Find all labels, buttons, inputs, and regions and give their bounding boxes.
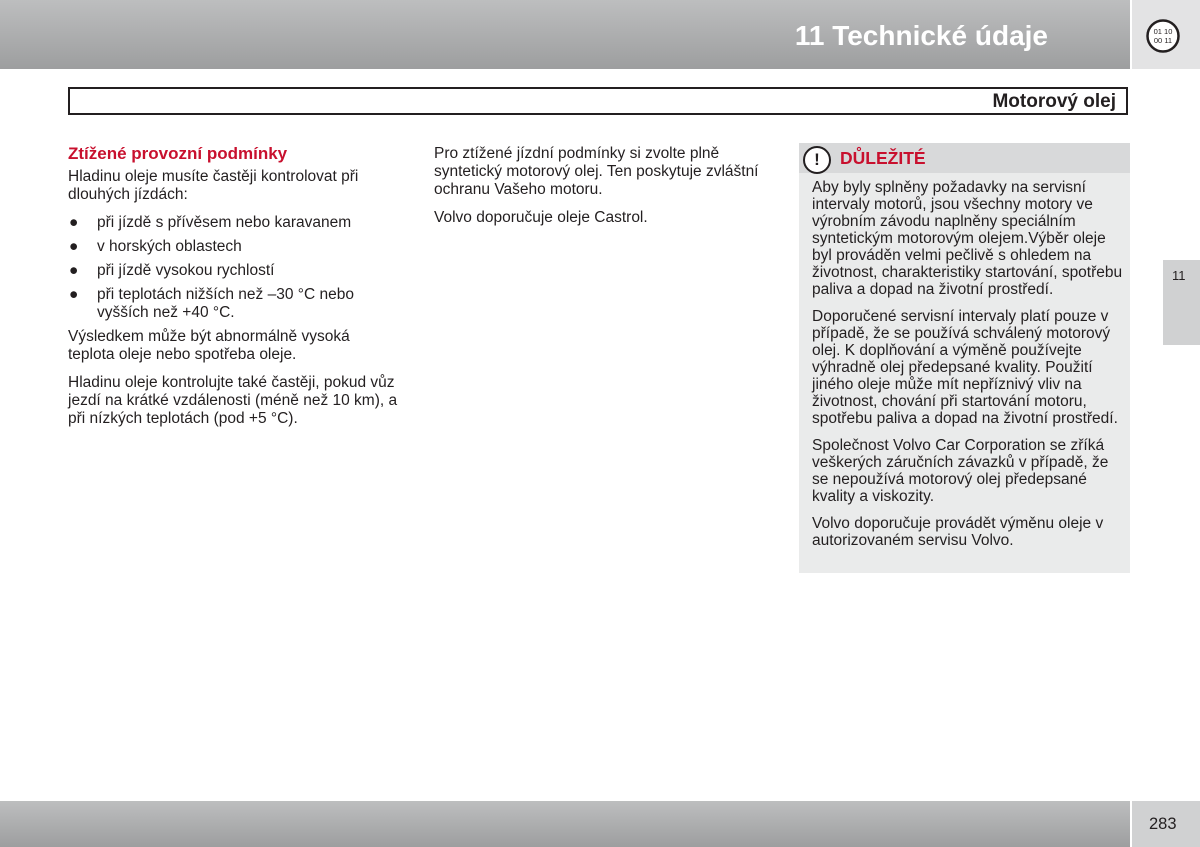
side-tab-label: 11 xyxy=(1172,268,1186,283)
page-number: 283 xyxy=(1149,815,1177,833)
important-paragraph: Volvo doporučuje provádět výměnu oleje v autorizovaném servisu Volvo. xyxy=(812,515,1104,549)
list-item-text: při jízdě s přívěsem nebo karavanem xyxy=(97,214,352,231)
gauge-icon xyxy=(1146,19,1180,53)
important-paragraph: Společnost Volvo Car Corporation se zříká veškerých záručních závazků v případě, že se nepoužívá motorový olej předepsané kvality a viskozity. xyxy=(812,437,1109,505)
gauge-icon-text-bottom: 00 11 xyxy=(1153,36,1173,45)
list-item-text: při teplotách nižších než –30 °C nebo vyšších než +40 °C. xyxy=(97,286,354,321)
paragraph: Hladinu oleje kontrolujte také častěji, pokud vůz jezdí na krátké vzdálenosti (méně než 10 km), a při nízkých teplotách (pod +5 °C). xyxy=(68,374,398,427)
important-body xyxy=(812,179,1124,559)
paragraph: Volvo doporučuje oleje Castrol. xyxy=(434,209,648,226)
bullet-icon: ● xyxy=(69,238,79,255)
list-item xyxy=(68,214,398,232)
paragraph: Pro ztížené jízdní podmínky si zvolte plně syntetický motorový olej. Ten poskytuje zvláštní ochranu Vašeho motoru. xyxy=(434,145,759,198)
conditions-list xyxy=(68,214,398,322)
gauge-icon-text-top: 01 10 xyxy=(1153,27,1173,36)
exclamation-icon: ! xyxy=(803,146,831,174)
section-title-box xyxy=(68,87,1128,115)
list-item-text: v horských oblastech xyxy=(97,238,242,255)
important-paragraph: Aby byly splněny požadavky na servisní intervaly motorů, jsou všechny motory ve výrobním závodu naplněny speciálním syntetickým motorovým olejem.Výběr oleje byl prováděn velmi pečlivě s ohledem na životnost, charakteristiky startování, spotřebu paliva a dopad na životní prostředí. xyxy=(812,179,1123,298)
bullet-icon: ● xyxy=(69,214,79,231)
list-item xyxy=(68,262,398,280)
list-item-text: při jízdě vysokou rychlostí xyxy=(97,262,275,279)
important-paragraph: Doporučené servisní intervaly platí pouze v případě, že se používá schválený motorový olej. K doplňování a výměně používejte výhradně olej předepsané kvality. Použití jiného oleje může mít nepříznivý vliv na životnost, chování při startování motoru, spotřebu paliva a dopad na životní prostředí. xyxy=(812,308,1118,427)
section-title: Motorový olej xyxy=(992,91,1116,112)
list-item xyxy=(68,238,398,256)
left-column xyxy=(68,145,398,438)
header-bar xyxy=(0,0,1130,69)
subheading: Ztížené provozní podmínky xyxy=(68,144,288,163)
bullet-icon: ● xyxy=(69,286,79,303)
important-title: DŮLEŽITÉ xyxy=(840,148,926,168)
intro-paragraph: Hladinu oleje musíte častěji kontrolovat při dlouhých jízdách: xyxy=(68,168,359,203)
list-item xyxy=(68,286,398,322)
important-header xyxy=(799,143,1130,173)
middle-column xyxy=(434,145,770,237)
footer-bar xyxy=(0,801,1130,847)
chapter-title: 11 Technické údaje xyxy=(794,20,1048,51)
chapter-side-tab xyxy=(1163,260,1200,345)
paragraph: Výsledkem může být abnormálně vysoká teplota oleje nebo spotřeba oleje. xyxy=(68,328,350,363)
important-notice xyxy=(799,143,1130,573)
bullet-icon: ● xyxy=(69,262,79,279)
